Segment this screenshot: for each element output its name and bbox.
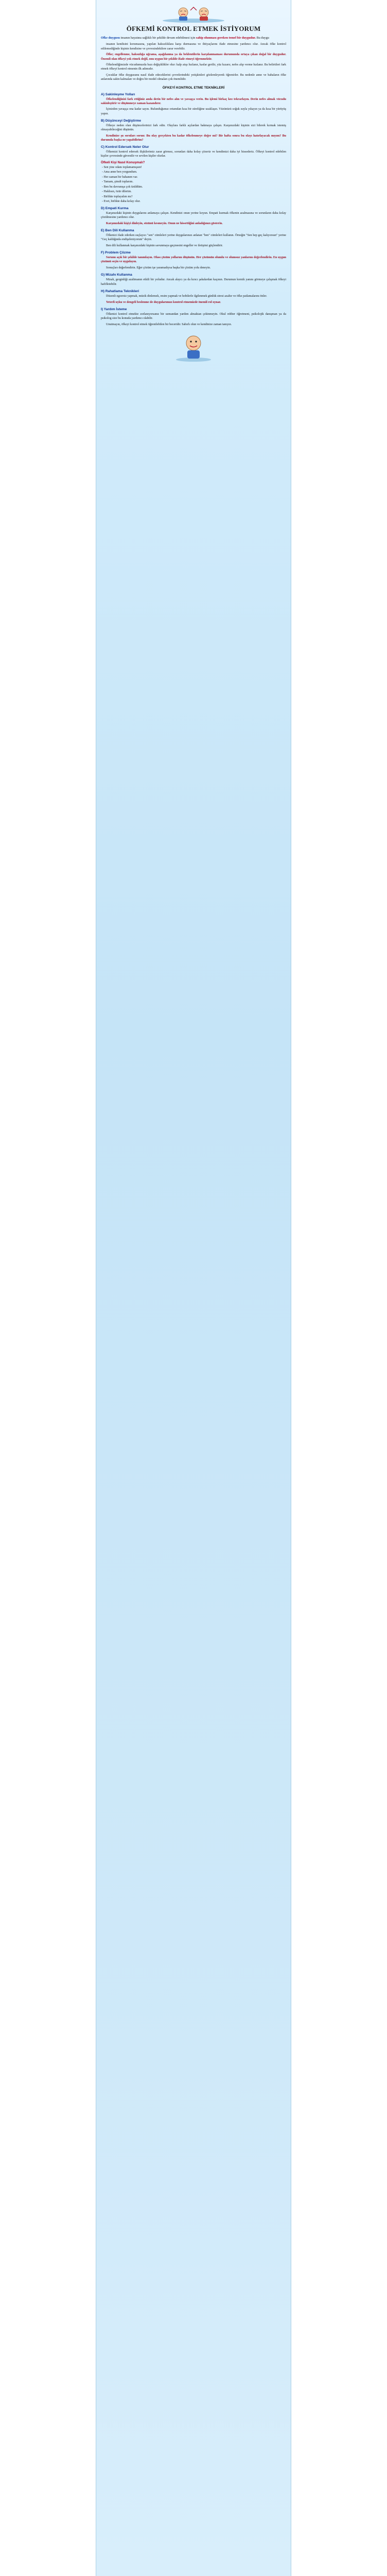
dialog-line: - Haklısın, özür dilerim. bbox=[102, 190, 132, 194]
section-heading: E) Ben Dili Kullanma bbox=[101, 229, 134, 233]
section-paragraph: Mizah, gerginliği azaltmanın etkili bir yoludur. Ancak alaycı ya da kırıcı şakalardan kaçının. Durumun komik yanını görmeye çalışmak öfkeyi hafifletebilir. bbox=[101, 278, 286, 286]
section-paragraph: Yeterli uyku ve dengeli beslenme de duygularımızı kontrol etmemizde önemli rol oynar. bbox=[106, 300, 221, 304]
body-paragraph: Öfke; engellenme, haksızlığa uğrama, aşağılanma ya da beklentilerin karşılanmaması durumunda ortaya çıkan doğal bir duygudur. Önemli olan öfkeyi yok etmek değil, onu uygun bir şekilde ifade etmeyi öğrenmektir. bbox=[101, 53, 286, 61]
section-heading: C) Kontrol Edersek Neler Olur bbox=[101, 145, 149, 149]
section-heading: G) Mizahı Kullanma bbox=[101, 273, 132, 277]
section-heading: I) Yardım İsteme bbox=[101, 307, 127, 311]
dialog-line: - Evet, birlikte daha kolay olur. bbox=[102, 200, 140, 204]
dialog-line: - Ben bu davranışa çok üzüldüm. bbox=[102, 185, 143, 189]
dialog-line: - Her zaman bir bahanen var. bbox=[102, 175, 138, 179]
section-heading: D) Empati Kurma bbox=[101, 207, 129, 211]
section-paragraph: Sonuçları değerlendirin. Eğer çözüm işe yaramadıysa başka bir çözüm yolu deneyin. bbox=[106, 266, 211, 270]
section-paragraph: Karşınızdaki kişiyi dinleyin, sözünü kesmeyin. Onun ne hissettiğini anladığınızı gösterin. bbox=[106, 222, 223, 225]
page-title: ÖFKEMİ KONTROL ETMEK İSTİYORUM bbox=[126, 25, 261, 32]
section-heading: A) Sakinleşme Yolları bbox=[101, 92, 135, 96]
header-illustration-icon bbox=[157, 5, 230, 24]
body-paragraph: insanın kendisini korumasına, yapılan haksızlıklara karşı durmasına ve ihtiyaçlarını ifade etmesine yardımcı olur. Ancak öfke kontrol edilemediğinde kişinin kendisine ve çevresindekilere zarar verebilir. bbox=[101, 43, 286, 50]
section-paragraph: Öfkenizi kontrol etmekte zorlanıyorsanız bir uzmandan yardım almaktan çekinmeyin. Okul rehber öğretmeni, psikolojik danışman ya da psikolog size bu konuda yardımcı olabilir. bbox=[101, 312, 286, 320]
section-heading: H) Rahatlama Teknikleri bbox=[101, 289, 139, 293]
section-paragraph: Karşınızdaki kişinin duygularını anlamaya çalışın. Kendinizi onun yerine koyun. Empati kurmak öfkenin azalmasına ve sorunların daha kolay çözülmesine yardımcı olur. bbox=[101, 212, 286, 219]
section-heading: F) Problem Çözme bbox=[101, 251, 131, 255]
dialog-heading: Öfkeli Kişi Nasıl Konuşmalı? bbox=[101, 160, 145, 164]
intro-label: Ofke duygusu bbox=[101, 36, 120, 40]
body-paragraph: Çocuklar öfke duygusunu nasıl ifade edeceklerini çevrelerindeki yetişkinleri gözlemleyerek öğrenirler. Bu nedenle anne ve babaların öfke anlarında sakin kalmaları ve doğru bir model olmaları çok önemlidir. bbox=[101, 74, 286, 81]
section-main-heading: ÖFKEYİ KONTROL ETME TEKNİKLERİ bbox=[162, 86, 225, 90]
intro-highlight: sahip olunması gereken temel bir duygudur. bbox=[196, 36, 256, 40]
section-paragraph: Öfkeye neden olan düşüncelerinizi fark edin. Olaylara farklı açılardan bakmaya çalışın. Karşınızdaki kişinin sizi bilerek kırmak istemiş olmayabileceğini düşünün. bbox=[101, 124, 286, 132]
article-card bbox=[96, 0, 291, 2576]
body-paragraph: Öfkelendiğimizde vücudumuzda bazı değişiklikler olur: kalp atışı hızlanır, kaslar gerilir, yüz kızarır, nefes alıp verme hızlanır. Bu belirtileri fark etmek öfkeyi kontrol etmenin ilk adımıdır. bbox=[101, 63, 286, 71]
intro-tail: Bu duygu bbox=[256, 36, 269, 40]
intro-text: insanın hayatına sağlıklı bir şekilde devam edebilmesi için bbox=[119, 36, 196, 40]
section-heading: B) Düşünceyi Değiştirme bbox=[101, 118, 142, 123]
footer-illustration-icon bbox=[171, 332, 216, 363]
section-paragraph: Öfkemizi kontrol edersek ilişkilerimiz zarar görmez, sorunları daha kolay çözeriz ve kendimizi daha iyi hissederiz. Öfkeyi kontrol edebilen kişiler çevresinde güvenilir ve sevilen kişiler olurlar. bbox=[101, 150, 286, 158]
dialog-line: - Ama anne ben yorgundum. bbox=[102, 171, 137, 174]
section-paragraph: Ben dili kullanmak karşınızdaki kişinin savunmaya geçmesini engeller ve iletişimi güçlendirir. bbox=[106, 244, 223, 248]
dialog-line: - Tamam, şimdi toplarım. bbox=[102, 180, 133, 184]
section-paragraph: İçinizden yavaşça ona kadar sayın. Bulunduğunuz ortamdan kısa bir süreliğine uzaklaşın. Yüzünüzü soğuk suyla yıkayın ya da kısa bir yürüyüş yapın. bbox=[101, 108, 286, 115]
section-paragraph: Kendinize şu soruları sorun: Bu olay gerçekten bu kadar öfkelenmeye değer mi? Bir hafta sonra bu olayı hatırlayacak mıyım? Bu durumda başka ne yapabilirim? bbox=[101, 134, 286, 142]
intro-paragraph bbox=[101, 36, 286, 40]
section-paragraph: Öfkelendiğinizi fark ettiğiniz anda derin bir nefes alın ve yavaşça verin. Bu işlemi birkaç kez tekrarlayın. Derin nefes almak vücudu sakinleştirir ve düşünmeye zaman kazandırır. bbox=[101, 97, 286, 105]
section-paragraph: Unutmayın, öfkeyi kontrol etmek öğrenilebilen bir beceridir. Sabırlı olun ve kendinize zaman tanıyın. bbox=[106, 323, 232, 326]
section-paragraph: Öfkenizi ifade ederken suçlayıcı "sen" cümleleri yerine duygularınızı anlatan "ben" cümleleri kullanın. Örneğin "Sen hep geç kalıyorsun" yerine "Geç kaldığında endişeleniyorum" deyin. bbox=[101, 234, 286, 242]
dialog-line: - Birlikte toplayalım mı? bbox=[102, 195, 133, 198]
section-paragraph: Sorunu açık bir şekilde tanımlayın. Olası çözüm yollarını düşünün. Her çözümün olumlu ve olumsuz yanlarını değerlendirin. En uygun çözümü seçin ve uygulayın. bbox=[101, 256, 286, 264]
dialog-line: - Sen yine odanı toplamamışsın! bbox=[102, 165, 142, 169]
section-paragraph: Düzenli egzersiz yapmak, müzik dinlemek, resim yapmak ve hobilerle ilgilenmek günlük stresi azaltır ve öfke patlamalarını önler. bbox=[106, 294, 267, 298]
